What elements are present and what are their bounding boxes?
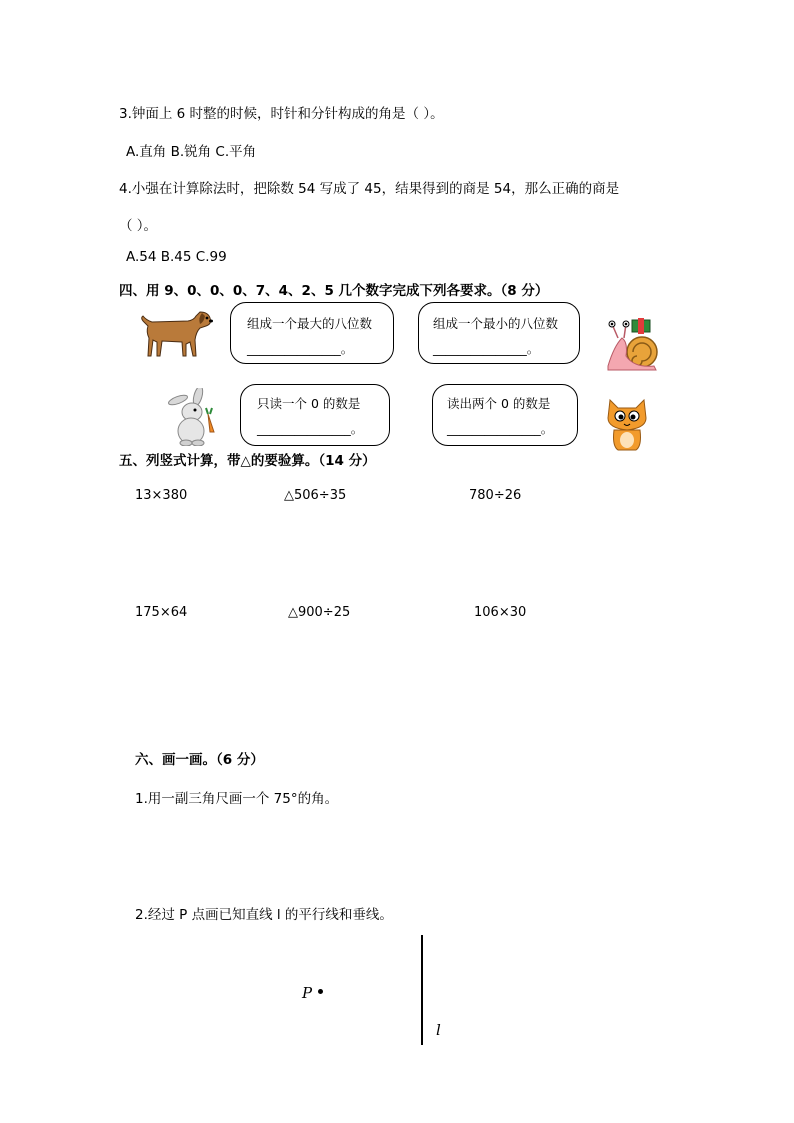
bubble-prompt: 读出两个 0 的数是 [447,396,551,411]
answer-blank[interactable]: _______________。 [433,341,540,356]
bubble-prompt: 组成一个最小的八位数 [433,316,559,331]
bubble-prompt: 组成一个最大的八位数 [247,316,373,331]
section-5-heading: 五、列竖式计算，带△的要验算。（14 分） [119,453,376,469]
question-4-line2: （ ）。 [119,218,158,234]
section-6-item-1: 1.用一副三角尺画一个 75°的角。 [135,791,339,807]
question-4-options: A.54 B.45 C.99 [126,249,227,265]
speech-bubble-smallest [418,302,580,364]
answer-blank[interactable]: _______________。 [247,341,354,356]
line-l [421,935,423,1045]
question-3-text: 3.钟面上 6 时整的时候，时针和分针构成的角是（ ）。 [119,106,444,122]
line-l-label: l [436,1021,441,1039]
question-4-line1: 4.小强在计算除法时，把除数 54 写成了 45，结果得到的商是 54，那么正确的商是 [119,181,620,197]
answer-blank[interactable]: _______________。 [447,421,554,436]
section-6-heading: 六、画一画。（6 分） [135,752,264,768]
speech-bubble-read-two-zeros [432,384,578,446]
calc-problem: 780÷26 [469,488,522,503]
dog-icon [138,308,214,362]
speech-bubble-read-one-zero [240,384,390,446]
calc-problem: 175×64 [135,605,188,620]
rabbit-icon [164,388,220,446]
calc-problem: △506÷35 [284,488,347,503]
cat-icon [604,394,650,452]
section-6-item-2: 2.经过 P 点画已知直线 l 的平行线和垂线。 [135,907,393,923]
point-p-label: P [302,984,313,1002]
snail-icon [604,316,660,374]
section-4-heading: 四、用 9、0、0、0、7、4、2、5 几个数字完成下列各要求。（8 分） [119,283,549,299]
bubble-prompt: 只读一个 0 的数是 [257,396,361,411]
answer-blank[interactable]: _______________。 [257,421,364,436]
question-3-options: A.直角 B.锐角 C.平角 [126,144,257,160]
calc-problem: 106×30 [474,605,527,620]
speech-bubble-largest [230,302,394,364]
calc-problem: △900÷25 [288,605,351,620]
calc-problem: 13×380 [135,488,188,503]
point-p-dot [318,989,323,994]
